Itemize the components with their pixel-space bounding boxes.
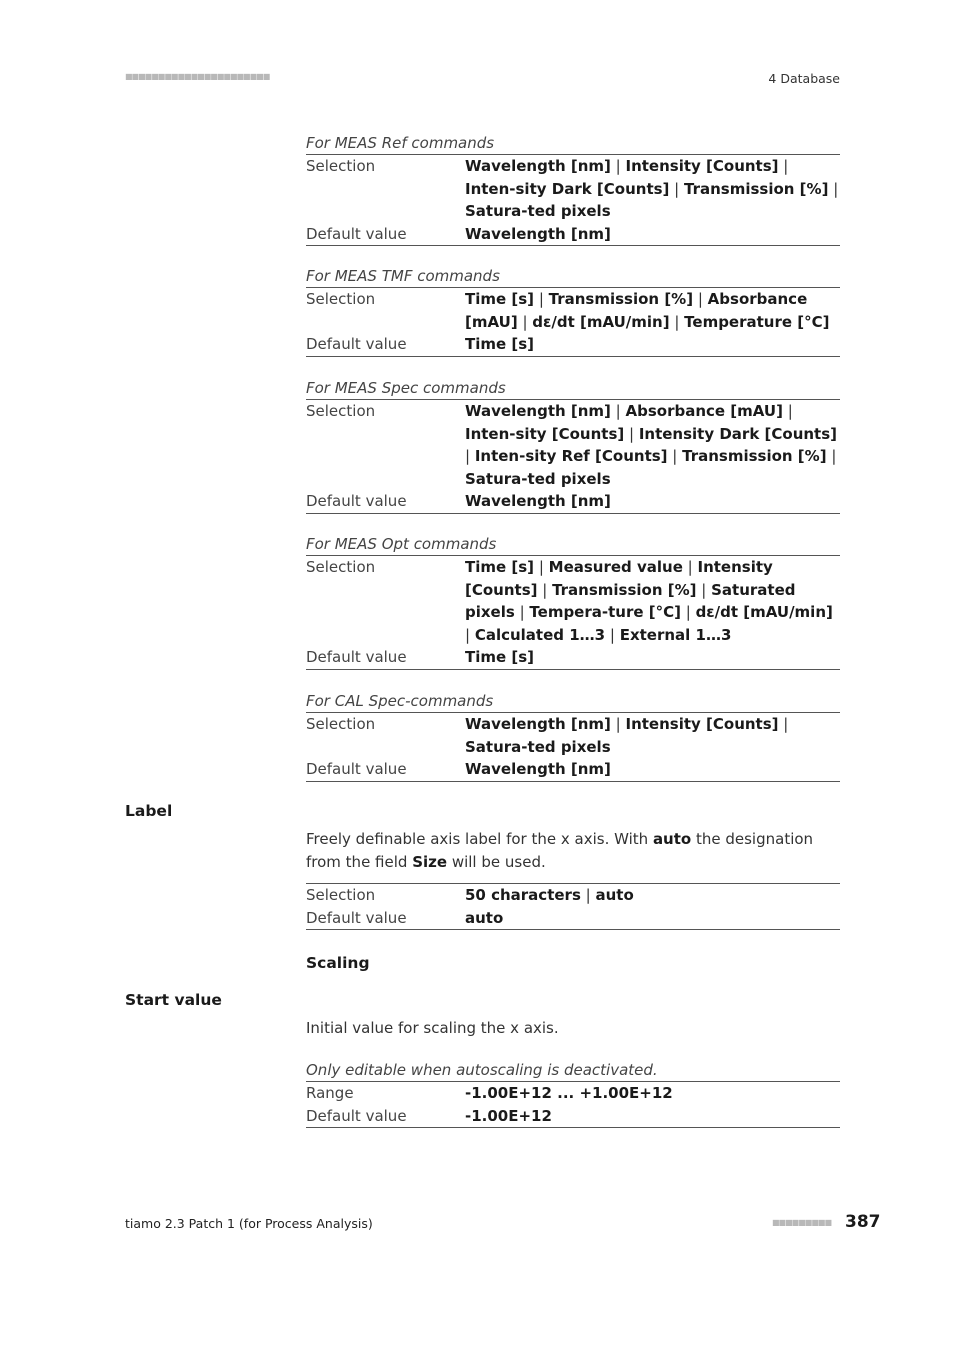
option-separator: | <box>605 625 620 644</box>
property-key: Selection <box>306 558 376 576</box>
property-value <box>465 400 840 491</box>
property-key: Selection <box>306 402 376 420</box>
option-separator: | <box>534 558 549 576</box>
property-value <box>465 1082 840 1105</box>
section-title: For MEAS Ref commands <box>306 134 495 152</box>
property-row <box>306 646 840 669</box>
property-key: Selection <box>306 886 376 904</box>
option-value: Satura-ted pixels <box>465 202 611 220</box>
property-row <box>306 155 840 223</box>
property-row <box>306 400 840 491</box>
option-value: Calculated 1…3 <box>474 625 606 644</box>
property-row <box>306 713 840 759</box>
property-key: Default value <box>306 648 407 666</box>
option-value: -1.00E+12 <box>465 1106 552 1125</box>
option-value: External 1…3 <box>619 625 732 644</box>
option-value: Transmission [%] <box>548 290 694 308</box>
option-separator: | <box>669 179 684 198</box>
option-value: Time [s] <box>465 648 535 666</box>
property-key: Default value <box>306 908 407 927</box>
section-cal-spec <box>306 690 840 782</box>
option-value: Intensity [Counts] <box>625 715 779 733</box>
option-value: Saturated pixels <box>465 580 796 621</box>
property-key: Default value <box>306 224 407 243</box>
section-title: For MEAS TMF commands <box>306 267 500 285</box>
property-key: Selection <box>306 290 376 308</box>
property-table <box>306 154 840 246</box>
property-table <box>306 1081 840 1128</box>
footer-product: tiamo 2.3 Patch 1 (for Process Analysis) <box>125 1216 373 1231</box>
property-key: Selection <box>306 157 376 175</box>
option-value: Time [s] <box>465 290 535 308</box>
property-row <box>306 1105 840 1128</box>
property-key: Range <box>306 1084 354 1102</box>
option-value: Time [s] <box>465 335 535 353</box>
footer-decoration: ■■■■■■■■■ <box>772 1218 832 1227</box>
option-value: Intensity Dark [Counts] <box>638 424 837 443</box>
option-value: Measured value <box>548 558 683 576</box>
property-value <box>465 907 840 930</box>
property-value <box>465 884 840 907</box>
option-separator: | <box>667 447 683 465</box>
start-value-note: Only editable when autoscaling is deactivated. <box>306 1061 658 1079</box>
property-value <box>465 758 840 781</box>
desc-bold: Size <box>412 852 448 871</box>
start-value-description: Initial value for scaling the x axis. <box>306 1019 559 1037</box>
option-value: dε/dt [mAU/min] <box>695 603 833 621</box>
option-value: Satura-ted pixels <box>465 737 611 756</box>
option-value: Wavelength [nm] <box>465 492 611 510</box>
option-value: -1.00E+12 ... +1.00E+12 <box>465 1084 673 1102</box>
desc-text: will be used. <box>447 852 546 871</box>
property-row <box>306 884 840 907</box>
section-title: For MEAS Spec commands <box>306 379 506 397</box>
property-row <box>306 333 840 356</box>
option-separator: | <box>534 290 549 308</box>
option-value: Tempera-ture [°C] <box>529 603 681 621</box>
desc-text: the designation from the field <box>306 830 814 871</box>
section-meas-opt <box>306 533 840 670</box>
option-value: Transmission [%] <box>684 179 829 198</box>
option-value: Wavelength [nm] <box>465 402 611 420</box>
parameter-label-heading: Label <box>125 802 173 820</box>
option-value: auto <box>465 908 504 927</box>
option-value: Transmission [%] <box>682 447 827 465</box>
start-value-property-table <box>306 1081 840 1128</box>
option-value: Absorbance [mAU] <box>465 290 808 331</box>
parameter-start-value-heading: Start value <box>125 991 222 1009</box>
option-separator: | <box>517 312 533 331</box>
property-table <box>306 712 840 782</box>
option-value: 50 characters <box>465 886 581 904</box>
option-value: Absorbance [mAU] <box>625 402 783 420</box>
option-separator: | <box>624 424 639 443</box>
page-number: 387 <box>845 1212 881 1232</box>
option-value: Intensity [Counts] <box>625 157 779 175</box>
start-value-note-block <box>306 1059 840 1128</box>
property-value <box>465 155 840 223</box>
option-value: auto <box>595 886 634 904</box>
option-separator: | <box>782 402 793 420</box>
option-value: Intensity [Counts] <box>465 558 773 599</box>
option-separator: | <box>610 402 626 420</box>
option-value: dε/dt [mAU/min] <box>532 312 670 331</box>
property-row <box>306 288 840 334</box>
option-value: Time [s] <box>465 558 535 576</box>
property-row <box>306 907 840 930</box>
option-separator: | <box>610 715 626 733</box>
desc-text: Freely definable axis label for the x axis. With <box>306 830 653 848</box>
option-separator: | <box>682 558 698 576</box>
scaling-heading: Scaling <box>306 954 370 972</box>
property-row <box>306 1082 840 1105</box>
property-value <box>465 556 840 647</box>
option-separator: | <box>778 157 789 175</box>
option-separator: | <box>669 312 685 331</box>
property-table <box>306 399 840 514</box>
property-value <box>465 223 840 246</box>
property-table <box>306 555 840 670</box>
property-key: Default value <box>306 760 407 778</box>
property-row <box>306 223 840 246</box>
section-title: For MEAS Opt commands <box>306 535 497 553</box>
chapter-title: 4 Database <box>768 71 840 86</box>
property-value <box>465 288 840 334</box>
property-value <box>465 490 840 513</box>
option-separator: | <box>465 625 475 644</box>
header-decoration: ■■■■■■■■■■■■■■■■■■■■■■ <box>125 72 270 81</box>
option-value: Wavelength [nm] <box>465 157 611 175</box>
label-description <box>306 828 840 873</box>
option-value: Wavelength [nm] <box>465 224 611 243</box>
option-separator: | <box>514 603 530 621</box>
property-value <box>465 713 840 759</box>
property-row <box>306 556 840 647</box>
property-value <box>465 1105 840 1128</box>
option-separator: | <box>580 886 596 904</box>
option-separator: | <box>680 603 696 621</box>
property-value <box>465 333 840 356</box>
option-value: Inten-sity [Counts] <box>465 424 625 443</box>
option-value: Temperature [°C] <box>684 312 830 331</box>
option-value: Wavelength [nm] <box>465 715 611 733</box>
option-value: Inten-sity Ref [Counts] <box>474 447 668 465</box>
option-separator: | <box>610 157 626 175</box>
property-table <box>306 287 840 357</box>
property-key: Default value <box>306 492 407 510</box>
property-key: Default value <box>306 335 407 353</box>
property-key: Selection <box>306 715 376 733</box>
option-value: Wavelength [nm] <box>465 760 611 778</box>
option-separator: | <box>828 179 839 198</box>
option-separator: | <box>778 715 789 733</box>
property-row <box>306 490 840 513</box>
option-separator: | <box>826 447 837 465</box>
property-key: Default value <box>306 1106 407 1125</box>
option-value: Satura-ted pixels <box>465 469 611 488</box>
section-title: For CAL Spec-commands <box>306 692 494 710</box>
section-meas-ref <box>306 132 840 246</box>
desc-bold: auto <box>652 830 692 848</box>
option-separator: | <box>537 580 553 599</box>
option-value: Inten-sity Dark [Counts] <box>465 179 670 198</box>
section-meas-spec <box>306 377 840 514</box>
property-table <box>306 883 840 930</box>
property-row <box>306 758 840 781</box>
option-separator: | <box>693 290 708 308</box>
option-value: Transmission [%] <box>552 580 697 599</box>
option-separator: | <box>465 447 475 465</box>
option-separator: | <box>696 580 712 599</box>
property-value <box>465 646 840 669</box>
section-meas-tmf <box>306 265 840 357</box>
label-property-table <box>306 883 840 930</box>
